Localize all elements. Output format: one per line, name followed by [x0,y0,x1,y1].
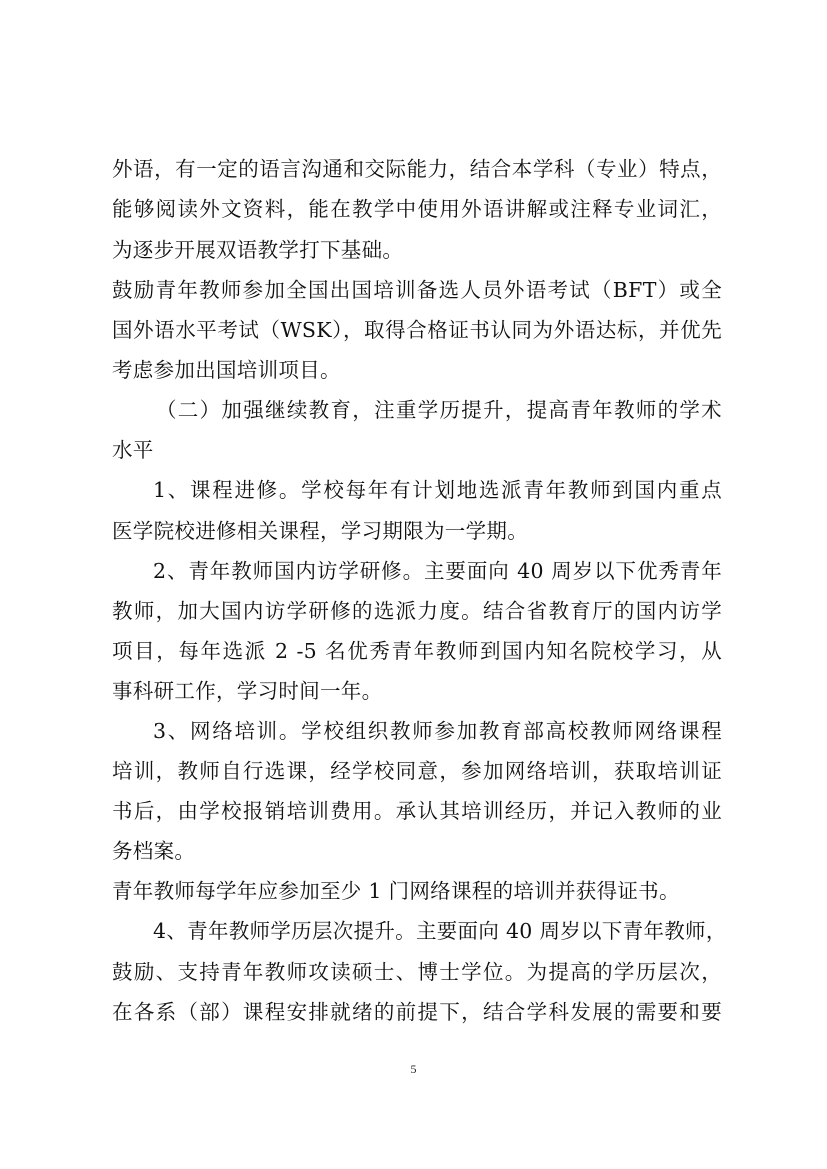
text-line: 考虑参加出国培训项目。 [112,358,341,382]
text-line: 为逐步开展双语教学打下基础。 [112,238,404,262]
page-number: 5 [410,1062,417,1076]
section-heading-continuation: 水平 [112,438,154,462]
text-line: 培训，教师自行选课，经学校同意，参加网络培训，获取培训证 [112,759,722,783]
text-line: 务档案。 [112,839,196,863]
text-line: 1、课程进修。学校每年有计划地选派青年教师到国内重点 [153,478,722,502]
text-line: 青年教师每学年应参加至少 1 门网络课程的培训并获得证书。 [112,879,680,903]
text-line: 2、青年教师国内访学研修。主要面向 40 周岁以下优秀青年 [153,559,722,583]
text-line: 在各系（部）课程安排就绪的前提下，结合学科发展的需要和要 [112,1000,722,1024]
text-line: 4、青年教师学历层次提升。主要面向 40 周岁以下青年教师， [153,919,727,943]
text-line: 教师，加大国内访学研修的选派力度。结合省教育厅的国内访学 [112,599,722,623]
text-line: 3、网络培训。学校组织教师参加教育部高校教师网络课程 [153,719,722,743]
text-line: 书后，由学校报销培训费用。承认其培训经历，并记入教师的业 [112,799,722,823]
text-line: 鼓励青年教师参加全国出国培训备选人员外语考试（BFT）或全 [112,278,722,302]
text-line: 国外语水平考试（WSK），取得合格证书认同为外语达标，并优先 [112,318,722,342]
text-line: 项目，每年选派 2 -5 名优秀青年教师到国内知名院校学习，从 [112,639,722,663]
text-line: 事科研工作，学习时间一年。 [112,679,383,703]
text-line: 外语，有一定的语言沟通和交际能力，结合本学科（专业）特点， [112,157,722,181]
text-line: 能够阅读外文资料，能在教学中使用外语讲解或注释专业词汇， [112,197,722,221]
text-line: 鼓励、支持青年教师攻读硕士、博士学位。为提高的学历层次， [112,960,722,984]
section-heading: （二）加强继续教育，注重学历提升，提高青年教师的学术 [156,398,722,422]
text-line: 医学院校进修相关课程，学习期限为一学期。 [112,519,528,543]
